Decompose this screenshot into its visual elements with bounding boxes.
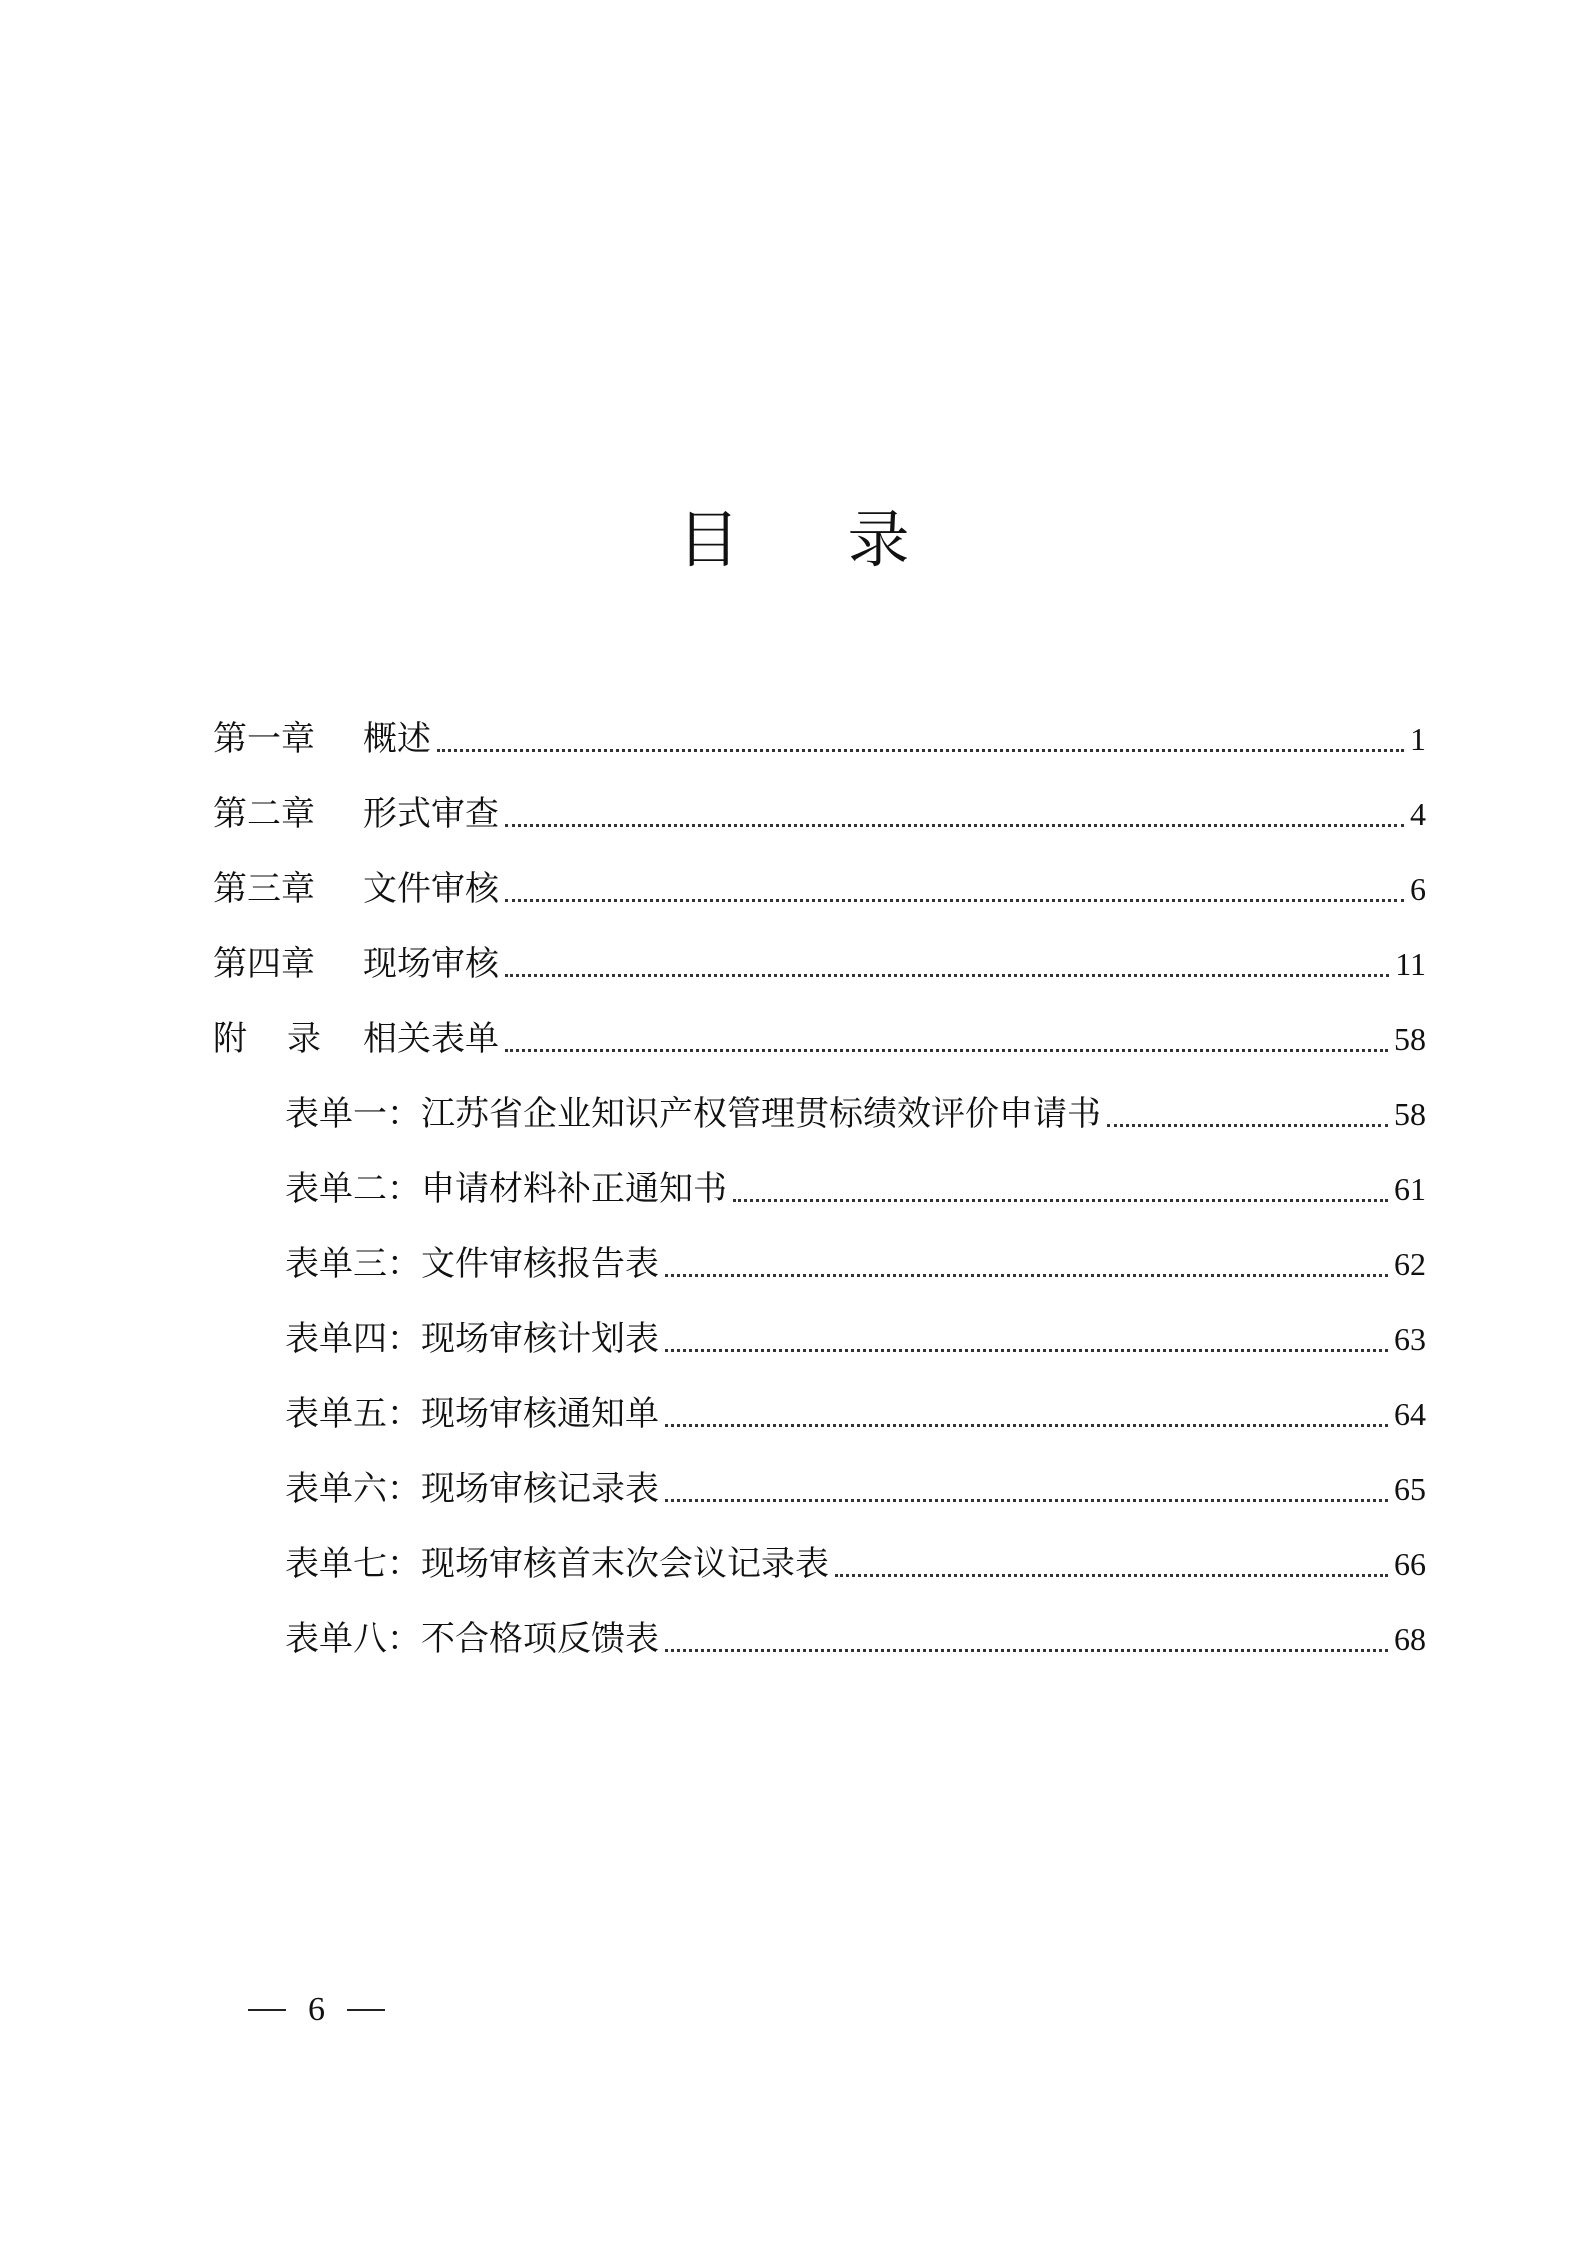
page-number: 64 <box>1394 1396 1426 1432</box>
form-title: 表单一：江苏省企业知识产权管理贯标绩效评价申请书 <box>285 1094 1101 1134</box>
form-title: 表单八：不合格项反馈表 <box>285 1619 659 1659</box>
toc-entry-chapter-2[interactable] <box>213 762 1426 837</box>
dot-leader <box>665 1424 1388 1427</box>
page-number: 4 <box>1410 796 1426 832</box>
form-title: 表单七：现场审核首末次会议记录表 <box>285 1544 829 1584</box>
toc-title-char-1: 目 <box>677 503 740 576</box>
page-number: 63 <box>1394 1321 1426 1357</box>
appendix-prefix <box>213 1016 363 1062</box>
dot-leader <box>1107 1124 1388 1127</box>
footer-dash-right <box>347 2009 385 2011</box>
chapter-title: 概述 <box>363 719 431 759</box>
page-footer <box>248 1985 385 2035</box>
toc-entry-form-3[interactable] <box>285 1212 1426 1287</box>
dot-leader <box>505 824 1404 827</box>
dot-leader <box>733 1199 1388 1202</box>
toc-entry-chapter-1[interactable] <box>213 687 1426 762</box>
dot-leader <box>665 1649 1388 1652</box>
page-number: 65 <box>1394 1471 1426 1507</box>
chapter-title: 现场审核 <box>363 944 499 984</box>
chapter-number: 第二章 <box>213 794 315 834</box>
dot-leader <box>505 899 1404 902</box>
toc-entry-label <box>213 941 499 987</box>
toc-entry-form-7[interactable] <box>285 1512 1426 1587</box>
page-number: 58 <box>1394 1021 1426 1057</box>
toc-entry-form-5[interactable] <box>285 1362 1426 1437</box>
toc-title-char-2: 录 <box>847 503 910 576</box>
dot-leader <box>665 1274 1388 1277</box>
page-number: 61 <box>1394 1171 1426 1207</box>
page-number: 58 <box>1394 1096 1426 1132</box>
dot-leader <box>665 1499 1388 1502</box>
toc-entry-label <box>213 1016 499 1062</box>
dot-leader <box>505 1049 1388 1052</box>
appendix-title: 相关表单 <box>363 1019 499 1059</box>
toc-entry-appendix[interactable] <box>213 987 1426 1062</box>
form-title: 表单五：现场审核通知单 <box>285 1394 659 1434</box>
footer-page-number: 6 <box>308 1991 325 2028</box>
chapter-title: 形式审查 <box>363 794 499 834</box>
page-number: 68 <box>1394 1621 1426 1657</box>
toc-entry-label <box>213 791 499 837</box>
page-number: 11 <box>1395 946 1426 982</box>
toc-entry-chapter-3[interactable] <box>213 837 1426 912</box>
chapter-title: 文件审核 <box>363 869 499 909</box>
page-number: 1 <box>1410 721 1426 757</box>
appendix-prefix-char-1: 附 <box>213 1019 247 1059</box>
toc-entry-form-6[interactable] <box>285 1437 1426 1512</box>
toc-entry-label <box>213 866 499 912</box>
toc-title <box>0 500 1587 580</box>
form-title: 表单二：申请材料补正通知书 <box>285 1169 727 1209</box>
toc-entry-form-8[interactable] <box>285 1587 1426 1662</box>
chapter-number: 第一章 <box>213 719 315 759</box>
chapter-number: 第四章 <box>213 944 315 984</box>
toc-entry-form-1[interactable] <box>285 1062 1426 1137</box>
toc-entry-chapter-4[interactable] <box>213 912 1426 987</box>
dot-leader <box>835 1574 1388 1577</box>
dot-leader <box>505 974 1389 977</box>
page-number: 62 <box>1394 1246 1426 1282</box>
dot-leader <box>437 749 1404 752</box>
footer-dash-left <box>248 2009 286 2011</box>
chapter-number: 第三章 <box>213 869 315 909</box>
toc-entry-form-4[interactable] <box>285 1287 1426 1362</box>
toc-entry-form-2[interactable] <box>285 1137 1426 1212</box>
dot-leader <box>665 1349 1388 1352</box>
toc-entry-label <box>213 716 431 762</box>
appendix-prefix-char-2: 录 <box>287 1019 321 1059</box>
form-title: 表单四：现场审核计划表 <box>285 1319 659 1359</box>
page-number: 66 <box>1394 1546 1426 1582</box>
form-title: 表单六：现场审核记录表 <box>285 1469 659 1509</box>
form-title: 表单三：文件审核报告表 <box>285 1244 659 1284</box>
page-number: 6 <box>1410 871 1426 907</box>
